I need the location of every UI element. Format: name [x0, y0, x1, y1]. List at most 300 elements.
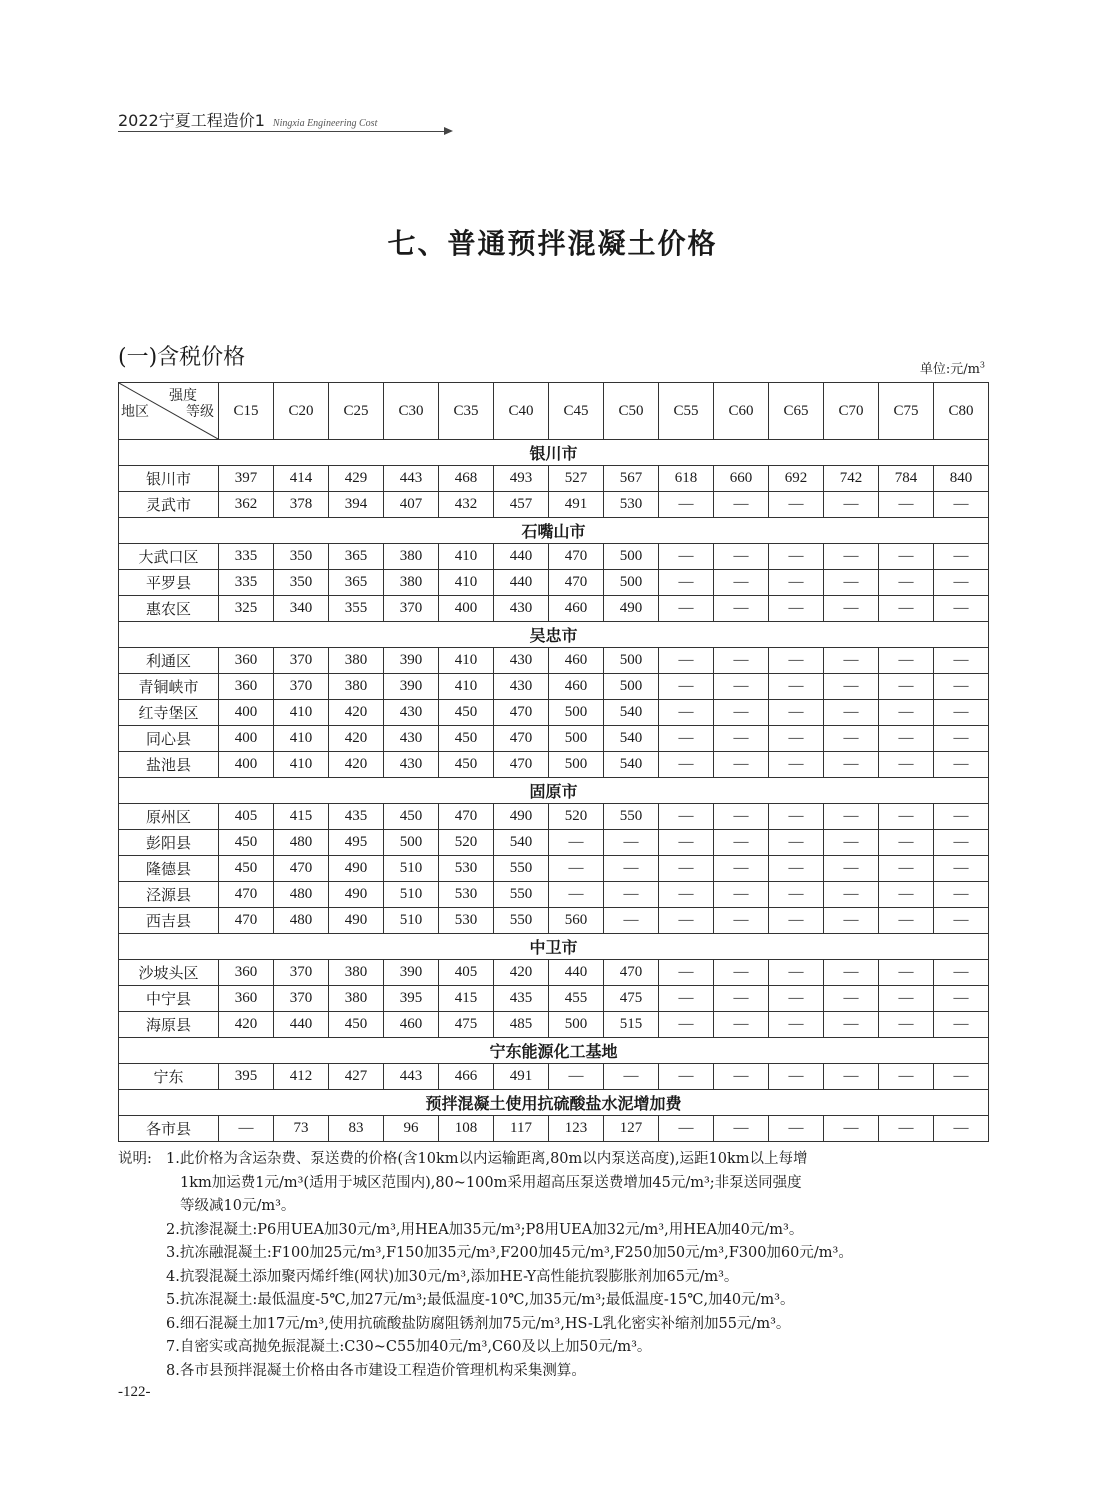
price-cell: —	[714, 830, 769, 856]
price-cell: 83	[329, 1116, 384, 1142]
note-text: 1km加运费1元/m³(适用于城区范围内),80~100m采用超高压泵送费增加45元/m³;非泵送同强度	[180, 1174, 802, 1191]
price-cell: —	[769, 1012, 824, 1038]
price-cell: —	[934, 1064, 989, 1090]
region-cell: 利通区	[119, 648, 219, 674]
price-cell: 127	[604, 1116, 659, 1142]
grade-header-cell: C20	[274, 383, 329, 440]
region-cell: 大武口区	[119, 544, 219, 570]
price-cell: —	[219, 1116, 274, 1142]
price-cell: —	[824, 1012, 879, 1038]
region-cell: 海原县	[119, 1012, 219, 1038]
price-cell: 390	[384, 674, 439, 700]
price-cell: —	[934, 544, 989, 570]
price-cell: —	[714, 856, 769, 882]
price-cell: —	[824, 908, 879, 934]
price-cell: 450	[439, 752, 494, 778]
price-cell: 560	[549, 908, 604, 934]
price-cell: 500	[604, 570, 659, 596]
price-cell: 450	[219, 856, 274, 882]
price-cell: —	[879, 544, 934, 570]
price-cell: 397	[219, 466, 274, 492]
running-header	[118, 108, 377, 132]
price-cell: —	[934, 492, 989, 518]
region-cell: 隆德县	[119, 856, 219, 882]
section-title: (一)含税价格	[118, 345, 246, 370]
price-cell: 335	[219, 544, 274, 570]
price-cell: 360	[219, 986, 274, 1012]
price-table	[118, 382, 989, 1142]
price-cell: 470	[549, 570, 604, 596]
price-cell: 490	[329, 908, 384, 934]
price-cell: 515	[604, 1012, 659, 1038]
price-cell: 325	[219, 596, 274, 622]
price-cell: 450	[329, 1012, 384, 1038]
table-row	[119, 752, 989, 778]
price-cell: —	[769, 856, 824, 882]
price-cell: 365	[329, 570, 384, 596]
table-row	[119, 986, 989, 1012]
price-cell: 362	[219, 492, 274, 518]
price-cell: 475	[604, 986, 659, 1012]
grade-header-cell: C65	[769, 383, 824, 440]
price-cell: —	[604, 908, 659, 934]
price-cell: 410	[439, 570, 494, 596]
price-cell: —	[934, 882, 989, 908]
note-item: 4.抗裂混凝土添加聚丙烯纤维(网状)加30元/m³,添加HE-Y高性能抗裂膨胀剂加65元/m³。	[166, 1268, 739, 1285]
price-cell: 380	[329, 986, 384, 1012]
grade-header-cell: C50	[604, 383, 659, 440]
price-cell: —	[824, 986, 879, 1012]
price-cell: 340	[274, 596, 329, 622]
price-cell: 420	[219, 1012, 274, 1038]
price-cell: 470	[219, 908, 274, 934]
price-cell: 490	[329, 856, 384, 882]
price-cell: 395	[384, 986, 439, 1012]
price-cell: 540	[494, 830, 549, 856]
price-cell: —	[824, 830, 879, 856]
price-cell: 380	[329, 960, 384, 986]
price-cell: 410	[439, 648, 494, 674]
table-row	[119, 856, 989, 882]
price-cell: —	[659, 648, 714, 674]
price-cell: —	[824, 856, 879, 882]
price-cell: —	[879, 726, 934, 752]
price-cell: 435	[494, 986, 549, 1012]
unit-label: 单位:元$/m^3$	[919, 360, 985, 377]
price-cell: —	[549, 856, 604, 882]
region-cell: 泾源县	[119, 882, 219, 908]
region-cell: 宁东	[119, 1064, 219, 1090]
group-name: 石嘴山市	[119, 518, 989, 544]
group-name: 中卫市	[119, 934, 989, 960]
price-cell: 450	[219, 830, 274, 856]
price-cell: 400	[219, 726, 274, 752]
price-cell: 405	[219, 804, 274, 830]
price-cell: —	[714, 544, 769, 570]
price-cell: 350	[274, 570, 329, 596]
price-cell: —	[824, 726, 879, 752]
price-cell: 450	[384, 804, 439, 830]
price-cell: —	[934, 908, 989, 934]
price-cell: 440	[549, 960, 604, 986]
price-cell: 470	[604, 960, 659, 986]
page-title: 七、普通预拌混凝土价格	[387, 227, 718, 260]
price-cell: 360	[219, 648, 274, 674]
price-cell: —	[769, 830, 824, 856]
price-cell: —	[824, 804, 879, 830]
price-cell: 380	[329, 648, 384, 674]
price-cell: —	[879, 804, 934, 830]
grade-header-cell: C30	[384, 383, 439, 440]
price-cell: —	[714, 1012, 769, 1038]
region-cell: 灵武市	[119, 492, 219, 518]
price-cell: —	[934, 856, 989, 882]
price-cell: 550	[494, 882, 549, 908]
group-header-row	[119, 778, 989, 804]
price-cell: 395	[219, 1064, 274, 1090]
price-cell: 450	[439, 700, 494, 726]
price-cell: 567	[604, 466, 659, 492]
price-cell: —	[769, 1064, 824, 1090]
price-cell: 400	[219, 700, 274, 726]
price-cell: 493	[494, 466, 549, 492]
price-cell: 350	[274, 544, 329, 570]
price-cell: —	[934, 960, 989, 986]
price-cell: 470	[439, 804, 494, 830]
price-cell: —	[714, 648, 769, 674]
price-cell: —	[659, 960, 714, 986]
price-cell: —	[714, 752, 769, 778]
price-cell: 410	[274, 752, 329, 778]
price-cell: —	[934, 752, 989, 778]
price-cell: —	[769, 726, 824, 752]
price-cell: 430	[494, 596, 549, 622]
region-cell: 彭阳县	[119, 830, 219, 856]
price-cell: 412	[274, 1064, 329, 1090]
price-cell: —	[824, 570, 879, 596]
price-cell: —	[769, 674, 824, 700]
table-row	[119, 596, 989, 622]
price-cell: —	[934, 648, 989, 674]
table-row	[119, 674, 989, 700]
price-cell: 355	[329, 596, 384, 622]
grade-header-cell: C15	[219, 383, 274, 440]
table-row	[119, 700, 989, 726]
group-name: 固原市	[119, 778, 989, 804]
price-cell: —	[659, 1012, 714, 1038]
price-cell: —	[879, 596, 934, 622]
price-cell: 530	[439, 856, 494, 882]
price-cell: —	[934, 726, 989, 752]
notes-label: 说明:	[118, 1151, 152, 1167]
price-cell: 420	[329, 726, 384, 752]
price-cell: —	[659, 830, 714, 856]
price-cell: 470	[494, 752, 549, 778]
price-cell: 530	[604, 492, 659, 518]
price-cell: 540	[604, 726, 659, 752]
group-header-row	[119, 1090, 989, 1116]
price-cell: —	[769, 908, 824, 934]
price-cell: 410	[274, 726, 329, 752]
price-cell: 380	[384, 544, 439, 570]
price-cell: 468	[439, 466, 494, 492]
price-cell: —	[714, 1064, 769, 1090]
price-cell: 500	[549, 726, 604, 752]
price-cell: —	[604, 1064, 659, 1090]
price-cell: 440	[494, 544, 549, 570]
price-cell: —	[769, 804, 824, 830]
running-header-subtitle: Ningxia Engineering Cost	[272, 118, 378, 129]
price-cell: —	[934, 1116, 989, 1142]
price-cell: —	[769, 648, 824, 674]
price-cell: 550	[494, 856, 549, 882]
price-cell: 96	[384, 1116, 439, 1142]
price-cell: 475	[439, 1012, 494, 1038]
price-cell: —	[769, 544, 824, 570]
price-cell: —	[934, 674, 989, 700]
price-cell: —	[934, 596, 989, 622]
price-cell: —	[659, 570, 714, 596]
price-cell: —	[659, 804, 714, 830]
price-cell: —	[659, 908, 714, 934]
price-cell: 520	[439, 830, 494, 856]
price-cell: —	[824, 1116, 879, 1142]
price-cell: 784	[879, 466, 934, 492]
price-cell: 450	[439, 726, 494, 752]
price-cell: —	[824, 960, 879, 986]
price-cell: —	[659, 882, 714, 908]
running-header-title: 2022宁夏工程造价1	[118, 111, 265, 130]
corner-label-grade: 等级	[186, 404, 214, 420]
page-number: -122-	[118, 1384, 151, 1400]
price-cell: —	[714, 570, 769, 596]
table-row	[119, 1012, 989, 1038]
note-item: 6.细石混凝土加17元/m³,使用抗硫酸盐防腐阻锈剂加75元/m³,HS-L乳化密实补缩剂加55元/m³。	[166, 1315, 791, 1332]
region-cell: 惠农区	[119, 596, 219, 622]
price-cell: 500	[384, 830, 439, 856]
note-item: 5.抗冻混凝土:最低温度-5℃,加27元/m³;最低温度-10℃,加35元/m³;最低温度-15℃,加40元/m³。	[166, 1292, 795, 1308]
region-cell: 各市县	[119, 1116, 219, 1142]
note-item: 2.抗渗混凝土:P6用UEA加30元/m³,用HEA加35元/m³;P8用UEA加32元/m³,用HEA加40元/m³。	[166, 1221, 804, 1238]
price-cell: 491	[549, 492, 604, 518]
price-cell: —	[934, 570, 989, 596]
note-text: 1.此价格为含运杂费、泵送费的价格(含10km以内运输距离,80m以内泵送高度),运距10km以上每增	[166, 1151, 808, 1167]
price-cell: 360	[219, 960, 274, 986]
region-cell: 平罗县	[119, 570, 219, 596]
group-header-row	[119, 934, 989, 960]
price-cell: 470	[549, 544, 604, 570]
price-cell: —	[879, 830, 934, 856]
price-cell: 520	[549, 804, 604, 830]
region-cell: 盐池县	[119, 752, 219, 778]
price-cell: 430	[494, 674, 549, 700]
price-cell: —	[604, 856, 659, 882]
note-item: 7.自密实或高抛免振混凝土:C30~C55加40元/m³,C60及以上加50元/m³。	[166, 1339, 652, 1355]
price-cell: 420	[494, 960, 549, 986]
price-cell: 530	[439, 908, 494, 934]
price-cell: 485	[494, 1012, 549, 1038]
price-cell: 460	[549, 596, 604, 622]
price-cell: 500	[604, 544, 659, 570]
price-cell: 550	[604, 804, 659, 830]
price-cell: —	[934, 700, 989, 726]
region-cell: 原州区	[119, 804, 219, 830]
price-cell: 370	[384, 596, 439, 622]
grade-header-cell: C45	[549, 383, 604, 440]
price-cell: 335	[219, 570, 274, 596]
price-cell: —	[879, 1064, 934, 1090]
price-cell: —	[824, 544, 879, 570]
note-item: 3.抗冻融混凝土:F100加25元/m³,F150加35元/m³,F200加45元/m³,F250加50元/m³,F300加60元/m³。	[166, 1245, 853, 1261]
header-rule	[118, 131, 446, 132]
price-cell: 360	[219, 674, 274, 700]
region-cell: 青铜峡市	[119, 674, 219, 700]
group-name: 银川市	[119, 440, 989, 466]
price-cell: —	[549, 882, 604, 908]
price-cell: 380	[329, 674, 384, 700]
price-cell: 405	[439, 960, 494, 986]
price-cell: —	[824, 674, 879, 700]
grade-header-cell: C55	[659, 383, 714, 440]
table-row	[119, 882, 989, 908]
region-cell: 红寺堡区	[119, 700, 219, 726]
price-cell: 73	[274, 1116, 329, 1142]
price-cell: —	[879, 960, 934, 986]
price-cell: —	[714, 882, 769, 908]
grade-header-cell: C75	[879, 383, 934, 440]
price-cell: —	[824, 882, 879, 908]
price-cell: —	[604, 830, 659, 856]
price-cell: 440	[274, 1012, 329, 1038]
price-cell: —	[879, 752, 934, 778]
price-cell: 470	[494, 700, 549, 726]
group-name: 宁东能源化工基地	[119, 1038, 989, 1064]
price-cell: —	[769, 700, 824, 726]
price-cell: 435	[329, 804, 384, 830]
note-item	[118, 1148, 998, 1172]
group-header-row	[119, 440, 989, 466]
price-cell: —	[824, 596, 879, 622]
table-row	[119, 648, 989, 674]
region-cell: 中宁县	[119, 986, 219, 1012]
price-cell: 414	[274, 466, 329, 492]
price-cell: —	[769, 492, 824, 518]
price-cell: —	[879, 908, 934, 934]
price-cell: 429	[329, 466, 384, 492]
note-item: 8.各市县预拌混凝土价格由各市建设工程造价管理机构采集测算。	[166, 1362, 586, 1379]
group-header-row	[119, 518, 989, 544]
price-cell: 460	[384, 1012, 439, 1038]
price-cell: —	[879, 570, 934, 596]
price-cell: 470	[494, 726, 549, 752]
price-cell: 407	[384, 492, 439, 518]
group-header-row	[119, 1038, 989, 1064]
price-cell: —	[714, 960, 769, 986]
price-cell: —	[659, 596, 714, 622]
price-cell: 530	[439, 882, 494, 908]
price-cell: —	[714, 908, 769, 934]
price-cell: —	[879, 856, 934, 882]
price-cell: —	[769, 596, 824, 622]
price-cell: —	[714, 674, 769, 700]
price-cell: —	[714, 1116, 769, 1142]
price-cell: 432	[439, 492, 494, 518]
grade-header-cell: C80	[934, 383, 989, 440]
price-cell: —	[549, 830, 604, 856]
arrow-right-icon	[444, 127, 453, 135]
price-cell: 410	[439, 544, 494, 570]
price-cell: —	[549, 1064, 604, 1090]
region-cell: 西吉县	[119, 908, 219, 934]
price-cell: —	[659, 752, 714, 778]
price-cell: —	[824, 700, 879, 726]
price-cell: —	[769, 1116, 824, 1142]
price-cell: 692	[769, 466, 824, 492]
price-cell: —	[714, 726, 769, 752]
price-cell: 123	[549, 1116, 604, 1142]
region-cell: 沙坡头区	[119, 960, 219, 986]
price-cell: 370	[274, 986, 329, 1012]
price-cell: 540	[604, 700, 659, 726]
corner-header-cell	[119, 383, 219, 440]
price-cell: 443	[384, 466, 439, 492]
price-cell: 618	[659, 466, 714, 492]
table-row	[119, 492, 989, 518]
price-cell: 470	[219, 882, 274, 908]
price-cell: —	[934, 986, 989, 1012]
price-cell: 490	[494, 804, 549, 830]
group-name: 吴忠市	[119, 622, 989, 648]
corner-label-strength: 强度	[169, 388, 197, 404]
price-cell: 370	[274, 674, 329, 700]
price-cell: —	[604, 882, 659, 908]
price-cell: 500	[549, 1012, 604, 1038]
price-cell: 410	[439, 674, 494, 700]
price-cell: —	[934, 1012, 989, 1038]
price-cell: 495	[329, 830, 384, 856]
grade-header-cell: C35	[439, 383, 494, 440]
price-cell: 490	[604, 596, 659, 622]
price-cell: —	[824, 492, 879, 518]
table-row	[119, 1064, 989, 1090]
price-cell: 390	[384, 960, 439, 986]
price-cell: —	[714, 596, 769, 622]
table-row	[119, 908, 989, 934]
price-cell: 660	[714, 466, 769, 492]
price-cell: 457	[494, 492, 549, 518]
price-cell: 430	[384, 752, 439, 778]
table-row	[119, 1116, 989, 1142]
price-cell: 400	[219, 752, 274, 778]
price-cell: —	[769, 570, 824, 596]
price-cell: 415	[274, 804, 329, 830]
price-cell: —	[659, 1116, 714, 1142]
table-row	[119, 570, 989, 596]
price-cell: —	[879, 674, 934, 700]
price-cell: 378	[274, 492, 329, 518]
region-cell: 同心县	[119, 726, 219, 752]
price-cell: 470	[274, 856, 329, 882]
grade-header-cell: C25	[329, 383, 384, 440]
price-cell: 108	[439, 1116, 494, 1142]
price-cell: 500	[604, 648, 659, 674]
table-row	[119, 544, 989, 570]
price-cell: —	[879, 492, 934, 518]
price-cell: 480	[274, 882, 329, 908]
price-cell: —	[769, 986, 824, 1012]
table-row	[119, 960, 989, 986]
price-cell: —	[659, 700, 714, 726]
